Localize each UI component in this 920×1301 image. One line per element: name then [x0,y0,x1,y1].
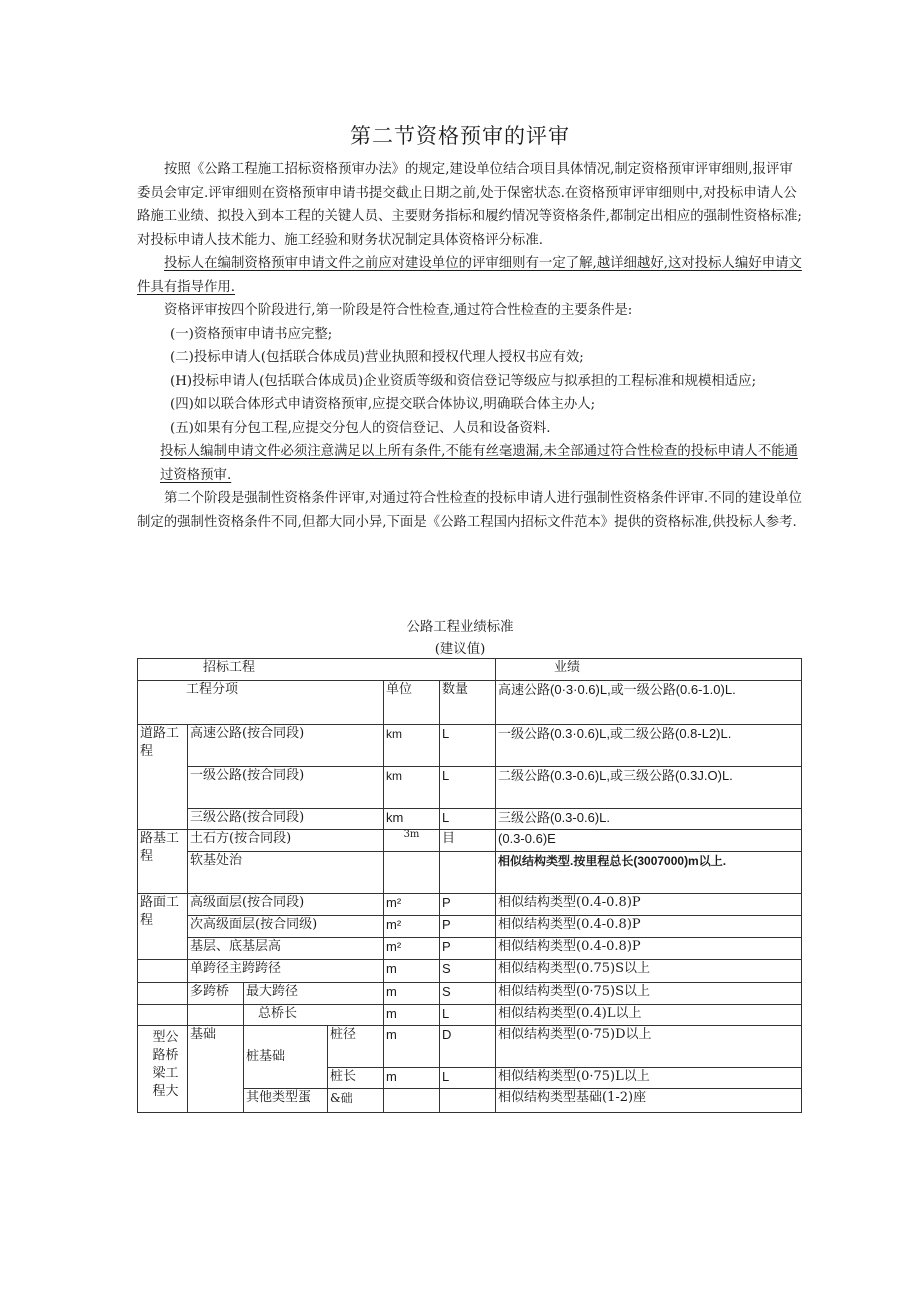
table-row [138,1005,802,1026]
unit-cell: km [384,767,440,809]
pile-foundation-label: 桩基础 [244,1026,328,1089]
item-name: 三级公路(按合同段) [188,809,384,830]
group-subgrade: 路基工程 [138,830,188,894]
qty-cell: L [440,1068,496,1089]
group-pavement: 路面工程 [138,894,188,960]
group-road: 道路工程 [138,725,188,830]
table-row [138,809,802,830]
performance-cell: 相似结构类型基础(1-2)座 [496,1089,802,1113]
unit-cell: 3m [384,830,440,852]
condition-item-4: (四)如以联合体形式申请资格预审,应提交联合体协议,明确联合体主办人; [170,397,596,412]
table-row [138,938,802,960]
unit-cell: km [384,725,440,767]
condition-item-1: (一)资格预审申请书应完整; [170,326,333,342]
table-header-row [138,659,802,681]
performance-cell: 相似结构类型(0·75)S以上 [496,983,802,1005]
qty-cell: L [440,767,496,809]
performance-cell: 一级公路(0.3·0.6)L,或二级公路(0.8-L2)L. [496,725,802,767]
table-row [138,983,802,1005]
qty-cell [440,852,496,894]
item-name: 基层、底基层高 [188,938,384,960]
paragraph-second-stage: 第二个阶段是强制性资格条件评审,对通过符合性检查的投标申请人进行强制性资格条件评审.不同的建设单位制定的强制性资格条件不同,但都大同小异,下面是《公路工程国内招标文件范本》提供的资格标准,供投标人参考. [137,491,802,530]
performance-cell: 相似结构类型.按里程总长(3007000)m以上. [496,852,802,894]
group-empty [138,983,188,1005]
foundation-label: 基础 [188,1026,244,1113]
qty-cell: L [440,1005,496,1026]
qty-cell: P [440,894,496,916]
item-name: 高速公路(按合同段) [188,725,384,767]
unit-cell: m [384,1005,440,1026]
performance-cell: 二级公路(0.3-0.6)L,或三级公路(0.3J.O)L. [496,767,802,809]
unit-cell: km [384,809,440,830]
condition-item-2: (二)投标申请人(包括联合体成员)营业执照和授权代理人授权书应有效; [170,350,584,365]
performance-cell: 相似结构类型(0.75)S以上 [496,960,802,983]
table-title: 公路工程业绩标准 [406,620,514,635]
performance-cell: 相似结构类型(0.4-0.8)P [496,894,802,916]
performance-cell: 三级公路(0.3-0.6)L. [496,809,802,830]
table-row [138,767,802,809]
unit-cell: m [384,1068,440,1089]
table-row [138,1026,802,1068]
unit-cell-empty [384,1089,440,1113]
paragraph-advice-1 [137,252,805,299]
qty-cell: D [440,1026,496,1068]
qty-cell: L [440,809,496,830]
table-subtitle: (建议值) [434,642,486,657]
unit-cell: m² [384,894,440,916]
performance-cell: (0.3-0.6)E [496,830,802,852]
header-performance: 业绩 [496,659,802,681]
section-title: 第二节资格预审的评审 [350,124,570,148]
table-row [138,830,802,852]
item-name: 次高级面层(按合同级) [188,916,384,938]
multi-span-label: 多跨桥 [188,983,244,1005]
table-row [138,894,802,916]
item-name: 最大跨径 [244,983,384,1005]
unit-cell [384,852,440,894]
unit-cell: &础 [328,1089,384,1113]
qty-cell: P [440,916,496,938]
header-item: 工程分项 [138,681,384,725]
sub-item-name: 桩长 [328,1068,384,1089]
qty-cell: L [440,725,496,767]
item-name: 软基处治 [188,852,384,894]
qty-cell: S [440,983,496,1005]
underlined-advice-1: 投标人在编制资格预审申请文件之前应对建设单位的评审细则有一定了解,越详细越好,这对投标人编好申请文件具有指导作用. [137,256,802,295]
qty-cell: S [440,960,496,983]
unit-cell: m [384,1026,440,1068]
item-name: 高级面层(按合同段) [188,894,384,916]
table-row-subheader [138,681,802,725]
table-row [138,725,802,767]
qty-cell-empty [440,1089,496,1113]
table-row [138,916,802,938]
header-unit: 单位 [384,681,440,725]
item-name: 总桥长 [244,1005,384,1026]
performance-cell: 相似结构类型(0·75)D以上 [496,1026,802,1068]
performance-cell: 相似结构类型(0·75)L以上 [496,1068,802,1089]
performance-cell: 相似结构类型(0.4-0.8)P [496,916,802,938]
unit-cell: m [384,983,440,1005]
performance-cell: 相似结构类型(0.4)L以上 [496,1005,802,1026]
body-text [137,158,805,534]
performance-cell: 高速公路(0·3·0.6)L,或一级公路(0.6-1.0)L. [496,681,802,725]
item-name: 其他类型蛋 [244,1089,328,1113]
paragraph-stages: 资格评审按四个阶段进行,第一阶段是符合性检查,通过符合性检查的主要条件是: [164,303,633,318]
condition-item-3: (H)投标申请人(包括联合体成员)企业资质等级和资信登记等级应与拟承担的工程标准和规模相适应; [170,373,757,389]
sub-item-name: 桩径 [328,1026,384,1068]
performance-cell: 相似结构类型(0.4-0.8)P [496,938,802,960]
unit-cell: m [384,960,440,983]
paragraph-intro: 按照《公路工程施工招标资格预审办法》的规定,建设单位结合项目具体情况,制定资格预审评审细则,报评审委员会审定.评审细则在资格预审申请书提交截止日期之前,处于保密状态.在资格预审评审细则中,对投标申请人公路施工业绩、拟投入到本工程的关键人员、主要财务指标和履约情况等资格条件,都制定出相应的强制性资格标准;对投标申请人技术能力、施工经验和财务状况制定具体资格评分标准. [137,162,802,248]
paragraph-advice-2 [137,440,805,487]
unit-cell: m² [384,938,440,960]
table-row [138,852,802,894]
group-large-bridge: 型公路桥梁工程大 [138,1026,188,1113]
header-qty: 数量 [440,681,496,725]
item-name: 单跨径主跨跨径 [188,960,384,983]
qty-cell: 目 [440,830,496,852]
empty-cell [188,1005,244,1026]
condition-item-5: (五)如果有分包工程,应提交分包人的资信登记、人员和设备资料. [170,420,551,436]
qty-cell: P [440,938,496,960]
underlined-advice-2: 投标人编制申请文件必须注意满足以上所有条件,不能有丝毫遗漏,未全部通过符合性检查的投标申请人不能通过资格预审. [160,444,798,483]
group-empty [138,960,188,983]
header-project: 招标工程 [138,659,496,681]
item-name: 土石方(按合同段) [188,830,384,852]
performance-standard-table [137,658,802,1113]
item-name: 一级公路(按合同段) [188,767,384,809]
unit-cell: m² [384,916,440,938]
table-row [138,960,802,983]
group-empty [138,1005,188,1026]
